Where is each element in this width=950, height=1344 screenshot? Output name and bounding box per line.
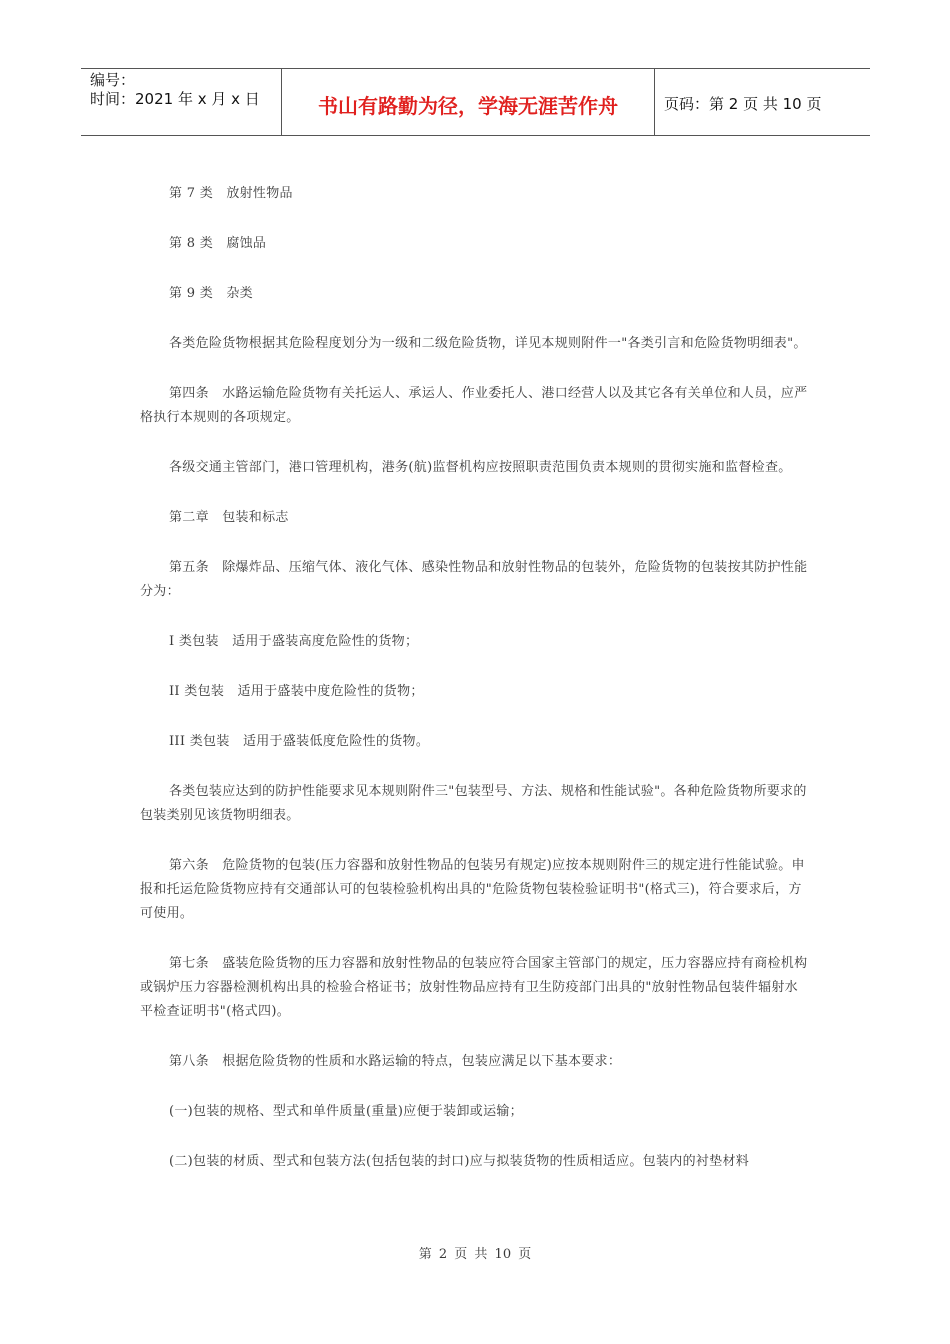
paragraph-class-9: 第 9 类 杂类 (169, 286, 253, 301)
page-footer: 第 2 页 共 10 页 (418, 1247, 532, 1262)
paragraph-article-4: 第四条 水路运输危险货物有关托运人、承运人、作业委托人、港口经营人以及其它各有关单位和人员，应严格执行本规则的各项规定。 (140, 386, 808, 425)
header-motto: 书山有路勤为径，学海无涯苦作舟 (282, 69, 655, 135)
header-page-info: 页码：第 2 页 共 10 页 (664, 94, 822, 113)
paragraph-class-7: 第 7 类 放射性物品 (169, 186, 293, 201)
paragraph-article-5: 第五条 除爆炸品、压缩气体、液化气体、感染性物品和放射性物品的包装外，危险货物的包装按其防护性能分为： (140, 560, 808, 599)
paragraph-article-6: 第六条 危险货物的包装(压力容器和放射性物品的包装另有规定)应按本规则附件三的规定进行性能试验。申报和托运危险货物应持有交通部认可的包装检验机构出具的"危险货物包装检验证明书"(格式三)，符合要求后，方可使用。 (140, 858, 805, 921)
document-number-label: 编号： (90, 71, 136, 89)
header-meta (81, 69, 282, 135)
paragraph-package-requirements: 各类包装应达到的防护性能要求见本规则附件三"包装型号、方法、规格和性能试验"。各种危险货物所要求的包装类别见该货物明细表。 (140, 784, 807, 823)
paragraph-item-2: (二)包装的材质、型式和包装方法(包括包装的封口)应与拟装货物的性质相适应。包装内的衬垫材料 (169, 1154, 750, 1169)
paragraph-hazard-levels: 各类危险货物根据其危险程度划分为一级和二级危险货物，详见本规则附件一"各类引言和危险货物明细表"。 (169, 336, 807, 351)
paragraph-supervision: 各级交通主管部门，港口管理机构，港务(航)监督机构应按照职责范围负责本规则的贯彻实施和监督检查。 (169, 460, 792, 475)
paragraph-item-1: (一)包装的规格、型式和单件质量(重量)应便于装卸或运输； (169, 1104, 523, 1119)
paragraph-package-class-1: I 类包装 适用于盛装高度危险性的货物； (169, 634, 419, 649)
document-body (140, 182, 810, 1200)
paragraph-class-8: 第 8 类 腐蚀品 (169, 236, 267, 251)
paragraph-article-7: 第七条 盛装危险货物的压力容器和放射性物品的包装应符合国家主管部门的规定，压力容器应持有商检机构或锅炉压力容器检测机构出具的检验合格证书；放射性物品应持有卫生防疫部门出具的"放射性物品包装件辐射水平检查证明书"(格式四)。 (140, 956, 808, 1019)
page-header (81, 68, 870, 136)
document-date: 时间：2021 年 x 月 x 日 (90, 90, 260, 108)
paragraph-package-class-2: II 类包装 适用于盛装中度危险性的货物； (169, 684, 424, 699)
paragraph-package-class-3: III 类包装 适用于盛装低度危险性的货物。 (169, 734, 430, 749)
paragraph-article-8: 第八条 根据危险货物的性质和水路运输的特点，包装应满足以下基本要求： (169, 1054, 622, 1069)
chapter-heading: 第二章 包装和标志 (169, 510, 289, 525)
